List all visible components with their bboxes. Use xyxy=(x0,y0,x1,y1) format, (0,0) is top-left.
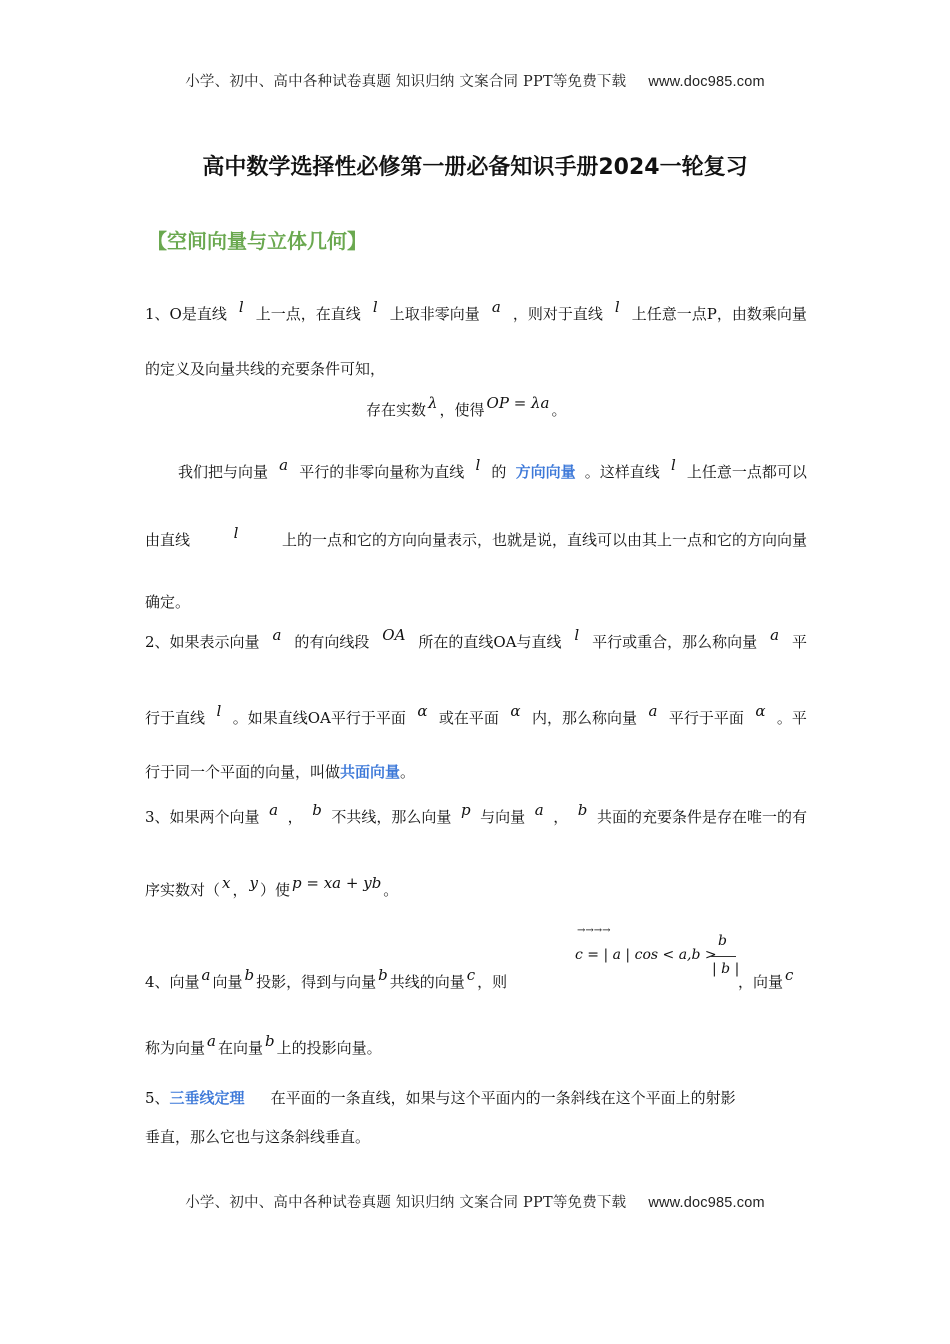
section-heading: 【空间向量与立体几何】 xyxy=(147,229,367,253)
text: ， xyxy=(232,881,248,899)
math-a: a xyxy=(269,801,279,819)
text: 共面的充要条件是存在唯一的有 xyxy=(596,808,807,826)
text: 序实数对（ xyxy=(145,881,221,899)
math-alpha: α xyxy=(510,702,521,720)
text: ，则对于直线 xyxy=(512,305,603,323)
math-l: l xyxy=(574,626,580,644)
text: 上一点，在直线 xyxy=(255,305,361,323)
text: 投影，得到与向量 xyxy=(256,973,377,991)
p1b-line2 xyxy=(145,524,807,552)
math-lambda: λ xyxy=(428,394,438,412)
math-coplanar-equation: p = xa + yb xyxy=(292,874,382,892)
text: 平行于平面 xyxy=(668,709,744,727)
text: 上任意一点P，由数乘向量 xyxy=(631,305,807,323)
text: ）使 xyxy=(259,881,290,899)
text: 行于直线 xyxy=(145,709,206,727)
formula-main: c = | a | cos < a,b > xyxy=(575,947,717,963)
math-c: c xyxy=(785,966,794,984)
math-b: b xyxy=(577,801,588,819)
p1-formula-line xyxy=(366,394,567,422)
projection-formula xyxy=(575,925,745,995)
text: 5、 xyxy=(145,1089,170,1107)
text: 所在的直线OA与直线 xyxy=(418,633,562,651)
math-a: a xyxy=(272,626,282,644)
p4-line1-tail xyxy=(738,966,795,994)
text: 行于同一个平面的向量，叫做 xyxy=(145,763,341,781)
math-b: b xyxy=(312,801,322,819)
math-op-equation: OP = λa xyxy=(486,394,550,412)
text: 3、如果两个向量 xyxy=(145,808,260,826)
text: 由直线 xyxy=(145,531,191,549)
text: ，则 xyxy=(477,973,508,991)
math-alpha: α xyxy=(755,702,766,720)
p5-line1 xyxy=(145,1086,807,1110)
term-three-perpendiculars: 三垂线定理 xyxy=(169,1089,245,1107)
text: ，使得 xyxy=(439,401,485,419)
p4-line2 xyxy=(145,1032,807,1060)
p2-line2 xyxy=(145,702,807,730)
text: 向量 xyxy=(212,973,243,991)
text: 平 xyxy=(791,633,807,651)
text: 或在平面 xyxy=(438,709,499,727)
text: 。 xyxy=(551,401,567,419)
header-url[interactable]: www.doc985.com xyxy=(648,74,765,90)
math-l: l xyxy=(670,456,676,474)
text: 平行或重合，那么称向量 xyxy=(592,633,758,651)
text: 的有向线段 xyxy=(294,633,370,651)
text: 内，那么称向量 xyxy=(531,709,637,727)
text: 与向量 xyxy=(480,808,526,826)
math-l: l xyxy=(475,456,481,474)
math-a: a xyxy=(534,801,544,819)
math-l: l xyxy=(614,298,620,316)
text: 称为向量 xyxy=(145,1039,206,1057)
math-alpha: α xyxy=(417,702,428,720)
p3-line1 xyxy=(145,801,807,829)
p5-line2: 垂直，那么它也与这条斜线垂直。 xyxy=(145,1128,371,1146)
text: 在平面的一条直线，如果与这个平面内的一条斜线在这个平面上的射影 xyxy=(270,1089,736,1107)
p1b-line3: 确定。 xyxy=(145,593,191,611)
footer-text: 小学、初中、高中各种试卷真题 知识归纳 文案合同 PPT等免费下载 xyxy=(185,1195,627,1211)
text: 不共线，那么向量 xyxy=(331,808,452,826)
header-text: 小学、初中、高中各种试卷真题 知识归纳 文案合同 PPT等免费下载 xyxy=(185,74,627,90)
p2-line3 xyxy=(145,760,807,784)
p2-line1 xyxy=(145,626,807,654)
math-p: p xyxy=(460,801,471,819)
math-l: l xyxy=(216,702,222,720)
math-b: b xyxy=(264,1032,275,1050)
text: 1、O是直线 xyxy=(145,305,227,323)
math-x: x xyxy=(222,874,231,892)
math-a: a xyxy=(491,298,501,316)
math-c: c xyxy=(466,966,476,984)
text: 。如果直线OA平行于平面 xyxy=(232,709,406,727)
math-a: a xyxy=(648,702,658,720)
math-l: l xyxy=(238,298,244,316)
text: 上任意一点都可以 xyxy=(686,463,807,481)
vector-arrows: →→→→ xyxy=(577,925,611,936)
formula-denominator: | b | xyxy=(712,961,740,977)
p4-line1 xyxy=(145,966,575,994)
page-footer xyxy=(0,1191,950,1212)
p1-line1 xyxy=(145,298,807,326)
text: 2、如果表示向量 xyxy=(145,633,260,651)
math-a: a xyxy=(207,1032,216,1050)
text: 。这样直线 xyxy=(584,463,660,481)
text: 平行的非零向量称为直线 xyxy=(299,463,465,481)
fraction-bar xyxy=(710,956,736,957)
p1b-line1 xyxy=(178,456,807,484)
math-a: a xyxy=(201,966,211,984)
text: 。 xyxy=(400,763,416,781)
text: 上的投影向量。 xyxy=(276,1039,382,1057)
formula-numerator: b xyxy=(718,933,727,949)
text: ，向量 xyxy=(738,973,784,991)
text: 。平 xyxy=(776,709,807,727)
text: ， xyxy=(287,808,303,826)
text: 。 xyxy=(383,881,399,899)
math-y: y xyxy=(249,874,258,892)
term-direction-vector: 方向向量 xyxy=(515,463,576,481)
term-coplanar-vector: 共面向量 xyxy=(340,763,401,781)
math-b: b xyxy=(378,966,388,984)
page-header xyxy=(0,70,950,91)
document-title: 高中数学选择性必修第一册必备知识手册2024一轮复习 xyxy=(202,155,748,180)
math-a: a xyxy=(770,626,780,644)
text: 共线的向量 xyxy=(389,973,465,991)
math-a: a xyxy=(279,456,289,474)
p3-line2 xyxy=(145,874,807,902)
text: 存在实数 xyxy=(366,401,427,419)
text: ， xyxy=(553,808,569,826)
footer-url[interactable]: www.doc985.com xyxy=(648,1195,765,1211)
math-l: l xyxy=(233,524,239,542)
text: 我们把与向量 xyxy=(178,463,269,481)
text: 上取非零向量 xyxy=(389,305,480,323)
text: 上的一点和它的方向向量表示，也就是说，直线可以由其上一点和它的方向向量 xyxy=(281,531,807,549)
text: 的 xyxy=(491,463,507,481)
math-b: b xyxy=(244,966,255,984)
text: 4、向量 xyxy=(145,973,200,991)
p1-line2: 的定义及向量共线的充要条件可知， xyxy=(145,360,386,378)
math-oa: OA xyxy=(382,626,406,644)
math-l: l xyxy=(372,298,378,316)
text: 在向量 xyxy=(217,1039,263,1057)
